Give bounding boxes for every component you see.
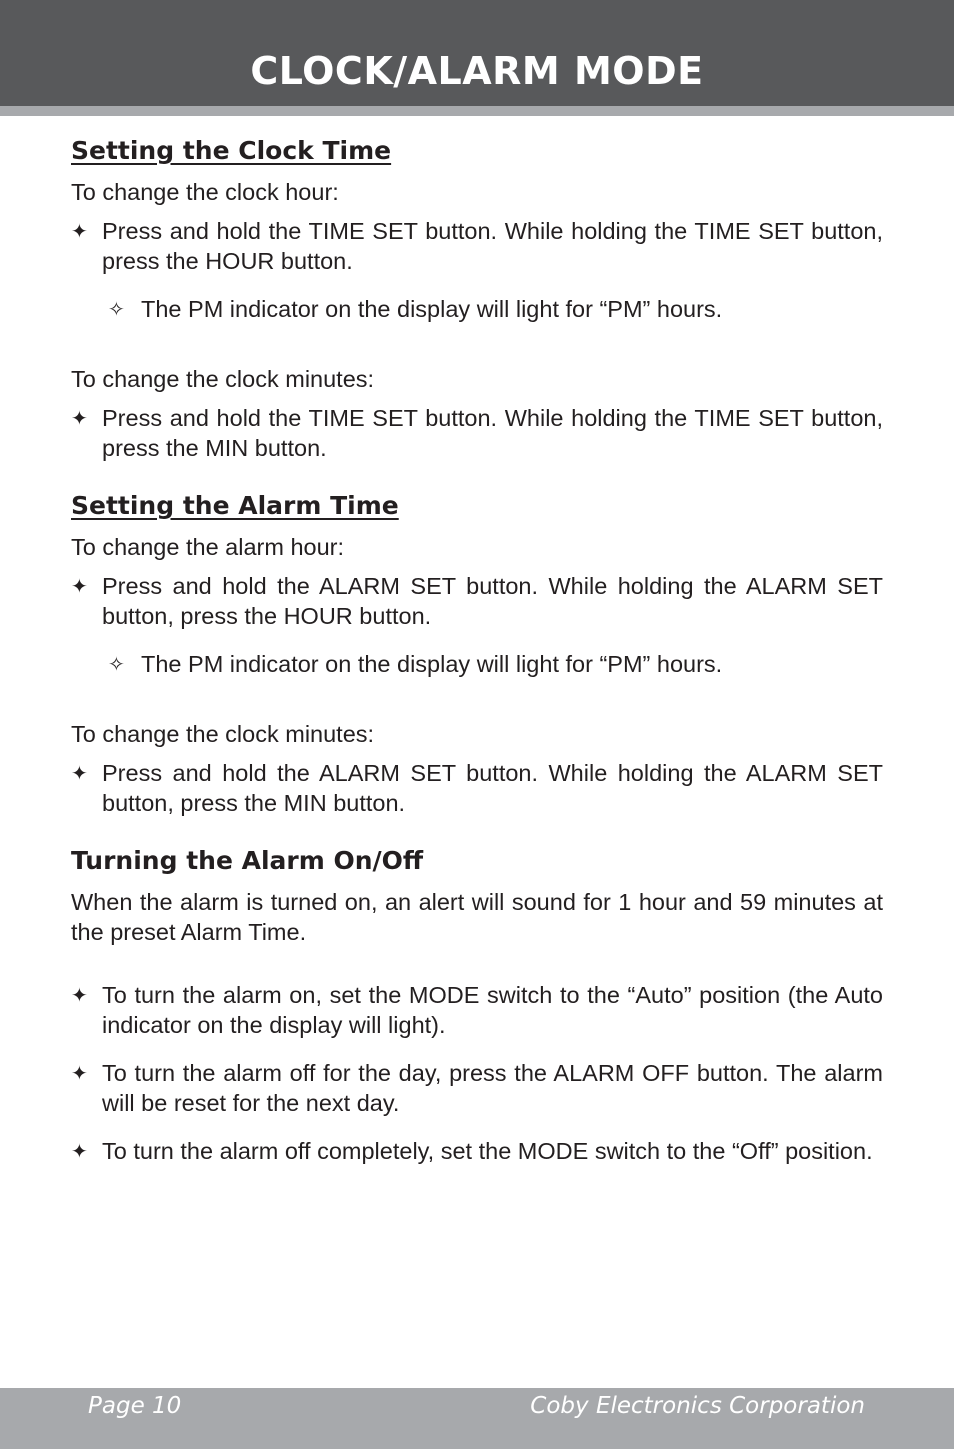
list-item	[71, 980, 883, 1040]
star-bullet-icon: ✦	[71, 983, 88, 1007]
alarm-min-step: Press and hold the ALARM SET button. While holding the ALARM SET button, press the MIN button.	[102, 760, 883, 816]
star-bullet-icon: ✦	[71, 219, 88, 243]
company-name: Coby Electronics Corporation	[530, 1393, 865, 1419]
alarm-hour-step: Press and hold the ALARM SET button. While holding the ALARM SET button, press the HOUR button.	[102, 573, 883, 629]
star-bullet-icon: ✦	[71, 406, 88, 430]
star-bullet-icon: ✦	[71, 1061, 88, 1085]
list-item	[71, 403, 883, 463]
clock-min-intro: To change the clock minutes:	[71, 366, 375, 392]
list-subitem	[108, 649, 883, 679]
list-subitem	[108, 294, 883, 324]
list-item	[71, 758, 883, 818]
alarm-min-intro: To change the clock minutes:	[71, 721, 375, 747]
list-item	[71, 571, 883, 631]
section-heading-onoff: Turning the Alarm On/Off	[71, 846, 424, 875]
list-item	[71, 216, 883, 276]
alarm-hour-intro: To change the alarm hour:	[71, 534, 345, 560]
page-number: Page 10	[88, 1393, 182, 1419]
onoff-intro: When the alarm is turned on, an alert will sound for 1 hour and 59 minutes at the preset Alarm Time.	[71, 889, 883, 945]
clock-hour-note: The PM indicator on the display will light for “PM” hours.	[141, 296, 723, 322]
clock-hour-step: Press and hold the TIME SET button. While holding the TIME SET button, press the HOUR button.	[102, 218, 883, 274]
onoff-step-3: To turn the alarm off completely, set the MODE switch to the “Off” position.	[102, 1138, 873, 1164]
clock-min-step: Press and hold the TIME SET button. While holding the TIME SET button, press the MIN button.	[102, 405, 883, 461]
outline-star-bullet-icon: ✧	[108, 652, 125, 676]
clock-hour-intro: To change the clock hour:	[71, 179, 339, 205]
section-heading-alarm: Setting the Alarm Time	[71, 491, 399, 520]
alarm-hour-note: The PM indicator on the display will light for “PM” hours.	[141, 651, 723, 677]
star-bullet-icon: ✦	[71, 574, 88, 598]
onoff-step-1: To turn the alarm on, set the MODE switch to the “Auto” position (the Auto indicator on the display will light).	[102, 982, 883, 1038]
outline-star-bullet-icon: ✧	[108, 297, 125, 321]
list-item	[71, 1136, 883, 1166]
star-bullet-icon: ✦	[71, 1139, 88, 1163]
list-item	[71, 1058, 883, 1118]
onoff-step-2: To turn the alarm off for the day, press the ALARM OFF button. The alarm will be reset for the next day.	[102, 1060, 883, 1116]
header-accent-strip	[0, 106, 954, 116]
page-title: CLOCK/ALARM MODE	[250, 49, 704, 93]
star-bullet-icon: ✦	[71, 761, 88, 785]
section-heading-clock: Setting the Clock Time	[71, 136, 392, 165]
